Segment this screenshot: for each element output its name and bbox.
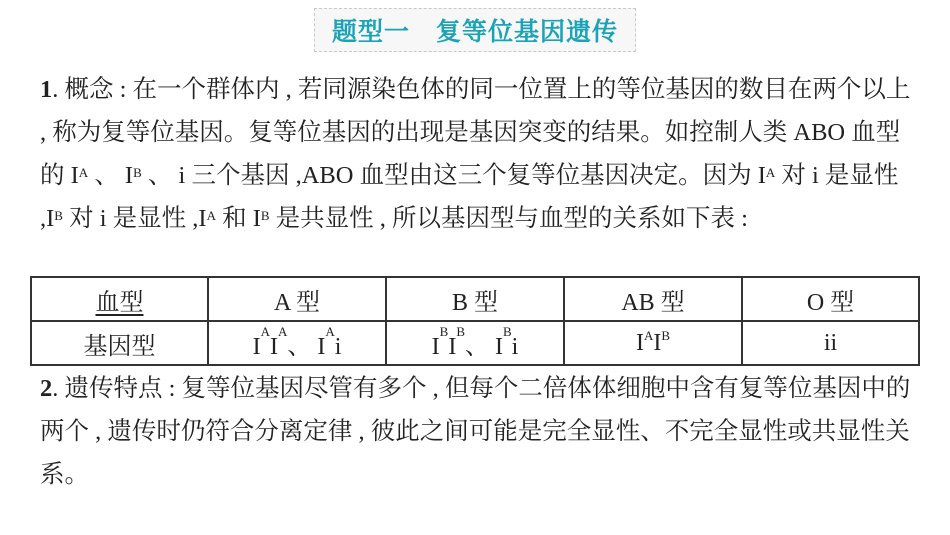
table-cell-genotype-o: ii xyxy=(742,321,919,365)
concept-text-3: 、 i 三个基因 ,ABO 血型由这三个复等位基因决定。因为 I xyxy=(141,162,766,189)
table-cell-genotype-a: $I^AI^A$、 $I^Ai$ xyxy=(208,321,386,365)
table-cell: B 型 xyxy=(386,277,564,321)
row-header-blood-type: 血型 xyxy=(31,277,208,321)
concept-number: 1 xyxy=(40,76,53,103)
feature-paragraph xyxy=(40,367,915,496)
table-cell-genotype-ab: $I^AI^B$ xyxy=(564,321,742,365)
table-cell: O 型 xyxy=(742,277,919,321)
table-row xyxy=(31,321,919,365)
allele-sup: B xyxy=(133,165,142,180)
section-title: 题型一 复等位基因遗传 xyxy=(314,8,636,52)
feature-number: 2 xyxy=(40,375,53,402)
concept-text-4: 对 i 是显性 ,I xyxy=(40,162,899,232)
allele-sup: A xyxy=(206,208,216,223)
concept-text-2: 、 I xyxy=(88,162,134,189)
allele-sup: A xyxy=(78,165,89,180)
concept-text-1: . 概念 : 在一个群体内 , 若同源染色体的同一位置上的等位基因的数目在两个以上 , 称为复等位基因。复等位基因的出现是基因突变的结果。如控制人类 ABO 血型的 I xyxy=(40,76,911,189)
allele-sup: B xyxy=(54,208,63,223)
concept-paragraph xyxy=(40,68,915,240)
table-cell: AB 型 xyxy=(564,277,742,321)
table-row xyxy=(31,277,919,321)
table-cell-genotype-b: $I^BI^B$、 $I^Bi$ xyxy=(386,321,564,365)
allele-sup: B xyxy=(260,208,270,223)
blood-type-table xyxy=(30,276,920,366)
concept-text-5: 对 i 是显性 ,I xyxy=(62,205,207,232)
allele-sup: A xyxy=(765,165,776,180)
row-header-genotype: 基因型 xyxy=(31,321,208,365)
concept-text-6: 和 I xyxy=(215,205,261,232)
table-cell: A 型 xyxy=(208,277,386,321)
concept-text-7: 是共显性 , 所以基因型与血型的关系如下表 : xyxy=(269,205,748,232)
feature-text: . 遗传特点 : 复等位基因尽管有多个 , 但每个二倍体体细胞中含有复等位基因中的两个 , 遗传时仍符合分离定律 , 彼此之间可能是完全显性、不完全显性或共显性关系。 xyxy=(40,375,911,488)
